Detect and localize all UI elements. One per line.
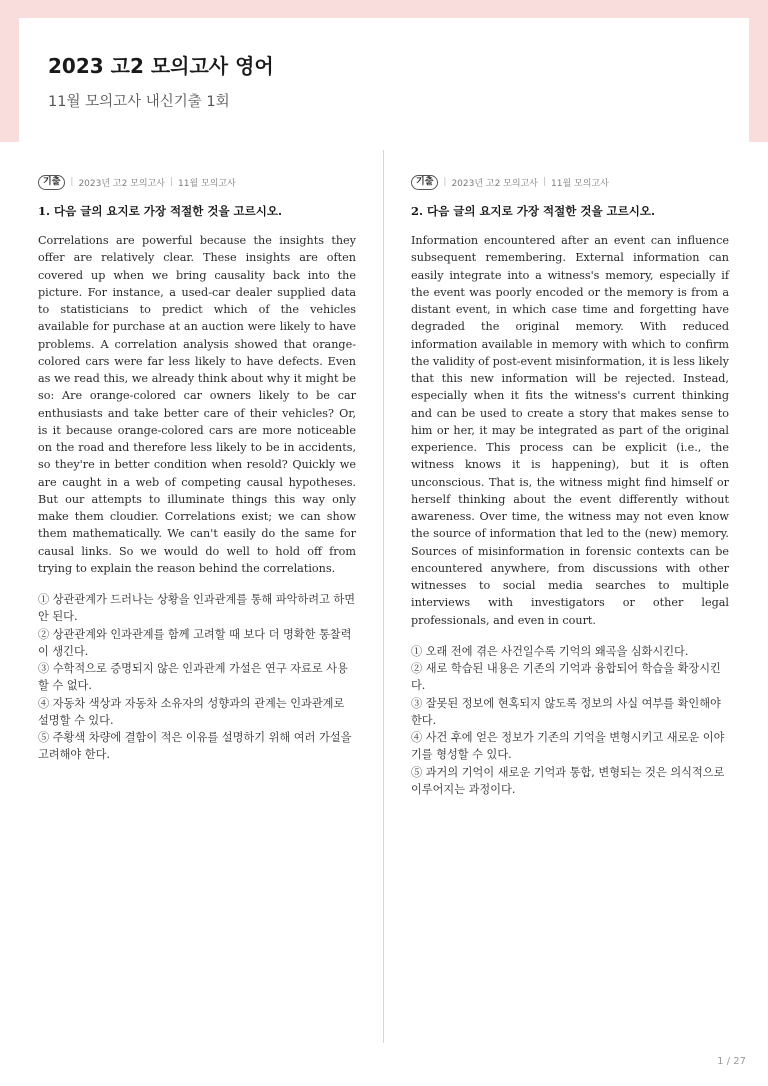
answer-option-5[interactable]: ⑤ 과거의 기억이 새로운 기억과 통합, 변형되는 것은 의식적으로 이루어지는 과정이다. xyxy=(411,765,725,796)
source-exam: 11월 모의고사 xyxy=(178,178,236,189)
source-tag: 기출 xyxy=(38,175,65,190)
answer-option-2[interactable]: ② 새로 학습된 내용은 기존의 기억과 융합되어 학습을 확장시킨다. xyxy=(411,662,721,693)
meta-divider: | xyxy=(70,177,74,187)
answer-option-1[interactable]: ① 오래 전에 겪은 사건일수록 기억의 왜곡을 심화시킨다. xyxy=(411,644,689,658)
meta-divider: | xyxy=(169,177,174,187)
page-number: 1 / 27 xyxy=(717,1056,746,1067)
document-subtitle: 11월 모의고사 내신기출 1회 xyxy=(48,94,230,110)
source-exam: 11월 모의고사 xyxy=(551,178,609,189)
question-passage: Information encountered after an event can influence subsequent remembering. External information can easily integrate into a witness's memory, especially if the event was poorly encoded or the memory is from a distant event, in which case time and forgetting have degraded the original memory. With reduced information available in memory with which to confirm the validity of post-event misinformation, it is less likely that this new information will be rejected. Instead, especially when it fits the witness's current thinking and can be used to create a story that makes sense to him or her, it may be integrated as part of the original experience. This process can be explicit (i.e., the witness knows it is happening), but it is often unconscious. That is, the witness might find himself or herself thinking about the event differently without awareness. Over time, the witness may not even know the source of information that led to the (new) memory. Sources of misinformation in forensic contexts can be encountered anywhere, from discussions with other witnesses to social media searches to multiple interviews with investigators or other legal professionals, and even in court. xyxy=(411,234,729,627)
question-meta xyxy=(38,174,356,190)
column-divider xyxy=(383,150,384,1043)
question-1 xyxy=(38,174,356,764)
answer-option-1[interactable]: ① 상관관계가 드러나는 상황을 인과관계를 통해 파악하려고 하면 안 된다. xyxy=(38,593,356,624)
question-meta xyxy=(411,174,729,190)
answer-option-4[interactable]: ④ 사건 후에 얻은 정보가 기존의 기억을 변형시키고 새로운 이야기를 형성할 수 있다. xyxy=(411,731,725,762)
header-card xyxy=(19,18,749,142)
question-title: 1. 다음 글의 요지로 가장 적절한 것을 고르시오. xyxy=(38,204,282,218)
answer-option-5[interactable]: ⑤ 주황색 차량에 결함이 적은 이유를 설명하기 위해 여러 가설을 고려해야 한다. xyxy=(38,731,352,762)
answer-option-3[interactable]: ③ 잘못된 정보에 현혹되지 않도록 정보의 사실 여부를 확인해야 한다. xyxy=(411,696,721,727)
answer-option-2[interactable]: ② 상관관계와 인과관계를 함께 고려할 때 보다 더 명확한 통찰력이 생긴다. xyxy=(38,627,352,658)
question-passage: Correlations are powerful because the insights they offer are relatively clear. These insights are often covered up when we bring causality back into the picture. For instance, a used-car dealer supplied data to statisticians to predict which of the vehicles available for purchase at an auction were likely to have problems. A correlation analysis showed that orange-colored cars were far less likely to have defects. Even as we read this, we already think about why it might be so: Are orange-colored car owners likely to be car enthusiasts and take better care of their vehicles? Or, is it because orange-colored cars are more noticeable on the road and therefore less likely to be in accidents, so they're in better condition when resold? Quickly we are caught in a web of competing causal hypotheses. But our attempts to illuminate things this way only make them cloudier. Correlations exist; we can show them mathematically. We can't easily do the same for causal links. So we would do well to hold off from trying to explain the reason behind the correlations. xyxy=(38,234,356,575)
answer-option-3[interactable]: ③ 수학적으로 증명되지 않은 인과관계 가설은 연구 자료로 사용할 수 없다. xyxy=(38,662,348,693)
document-title: 2023 고2 모의고사 영어 xyxy=(48,54,274,78)
question-2 xyxy=(411,174,729,798)
answer-options xyxy=(38,591,356,764)
question-title: 2. 다음 글의 요지로 가장 적절한 것을 고르시오. xyxy=(411,204,655,218)
meta-divider: | xyxy=(542,177,547,187)
answer-options xyxy=(411,643,729,798)
source-year: 2023년 고2 모의고사 xyxy=(451,178,538,189)
answer-option-4[interactable]: ④ 자동차 색상과 자동차 소유자의 성향과의 관계는 인과관계로 설명할 수 있다. xyxy=(38,696,345,727)
source-tag: 기출 xyxy=(411,175,438,190)
meta-divider: | xyxy=(443,177,447,187)
source-year: 2023년 고2 모의고사 xyxy=(78,178,165,189)
